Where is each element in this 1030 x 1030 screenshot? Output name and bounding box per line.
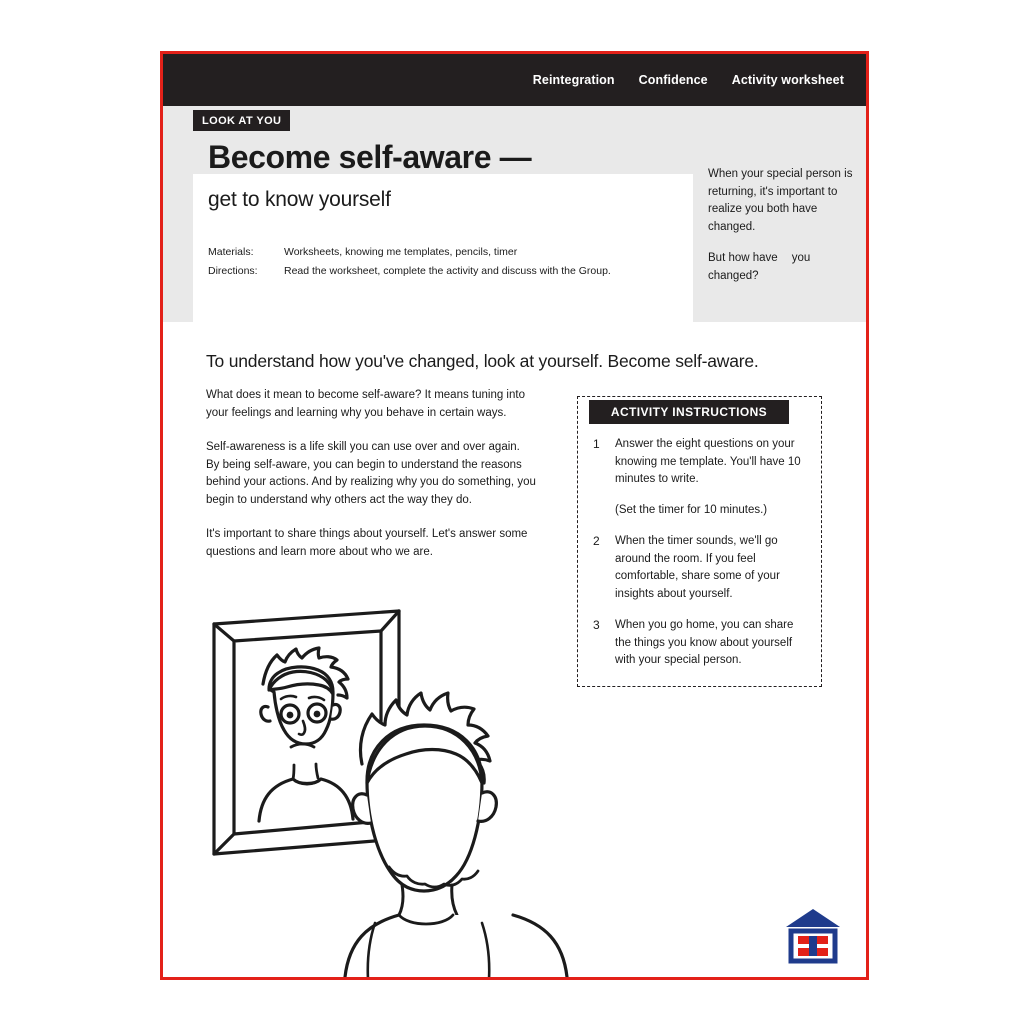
materials-label: Materials: <box>208 246 254 258</box>
activity-instructions-list <box>577 436 822 684</box>
activity-step-text: When the timer sounds, we'll go around the room. If you feel comfortable, share some of your insights about yourself. <box>615 535 780 600</box>
page-subtitle: get to know yourself <box>208 188 391 211</box>
body-paragraph-1: What does it mean to become self-aware? It means tuning into your feelings and learning why you behave in certain ways. <box>206 389 525 419</box>
side-note-question-part-2: you changed? <box>708 252 811 282</box>
directions-row <box>208 262 611 281</box>
activity-step-text: When you go home, you can share the things you know about yourself with your special person. <box>615 619 794 666</box>
activity-step <box>593 436 804 519</box>
activity-step <box>593 533 804 603</box>
side-note-paragraph-2 <box>708 250 853 285</box>
body-paragraph-3: It's important to share things about yourself. Let's answer some questions and learn more about who we are. <box>206 528 528 558</box>
section-tag-badge: LOOK AT YOU <box>193 110 290 131</box>
side-note-question-part-1: But how have <box>708 252 778 264</box>
activity-step-text: Answer the eight questions on your knowing me template. You'll have 10 minutes to write. <box>615 438 801 485</box>
activity-step-text-wrap <box>615 436 804 519</box>
body-lede: To understand how you've changed, look at yourself. Become self-aware. <box>206 351 759 371</box>
activity-instructions-heading: ACTIVITY INSTRUCTIONS <box>589 400 789 424</box>
page-title: Become self-aware — <box>208 139 532 175</box>
breadcrumb-item-reintegration: Reintegration <box>532 73 615 87</box>
top-breadcrumb-bar <box>163 54 866 106</box>
activity-step-number: 2 <box>593 534 600 548</box>
breadcrumb-item-activity-worksheet: Activity worksheet <box>731 73 844 87</box>
body-paragraph-2: Self-awareness is a life skill you can use over and over again. By being self-aware, you can begin to understand the reasons behind your actions. And by realizing why you do something, you begin to understand why others act the way they do. <box>206 441 536 506</box>
side-note-paragraph-1: When your special person is returning, it's important to realize you both have changed. <box>708 168 853 233</box>
materials-value: Worksheets, knowing me templates, pencils, timer <box>284 246 518 258</box>
header-meta <box>208 243 611 281</box>
activity-step-number: 3 <box>593 618 600 632</box>
breadcrumb-item-confidence: Confidence <box>638 73 708 87</box>
directions-value: Read the worksheet, complete the activity and discuss with the Group. <box>284 265 611 277</box>
header-side-note <box>708 166 853 299</box>
activity-step-note: (Set the timer for 10 minutes.) <box>615 503 768 516</box>
materials-row <box>208 243 611 262</box>
worksheet-page <box>160 51 869 980</box>
directions-label: Directions: <box>208 265 258 277</box>
activity-step <box>593 617 804 670</box>
boy-looking-in-mirror-illustration <box>199 549 589 979</box>
activity-step-number: 1 <box>593 437 600 451</box>
house-logo <box>783 905 843 965</box>
